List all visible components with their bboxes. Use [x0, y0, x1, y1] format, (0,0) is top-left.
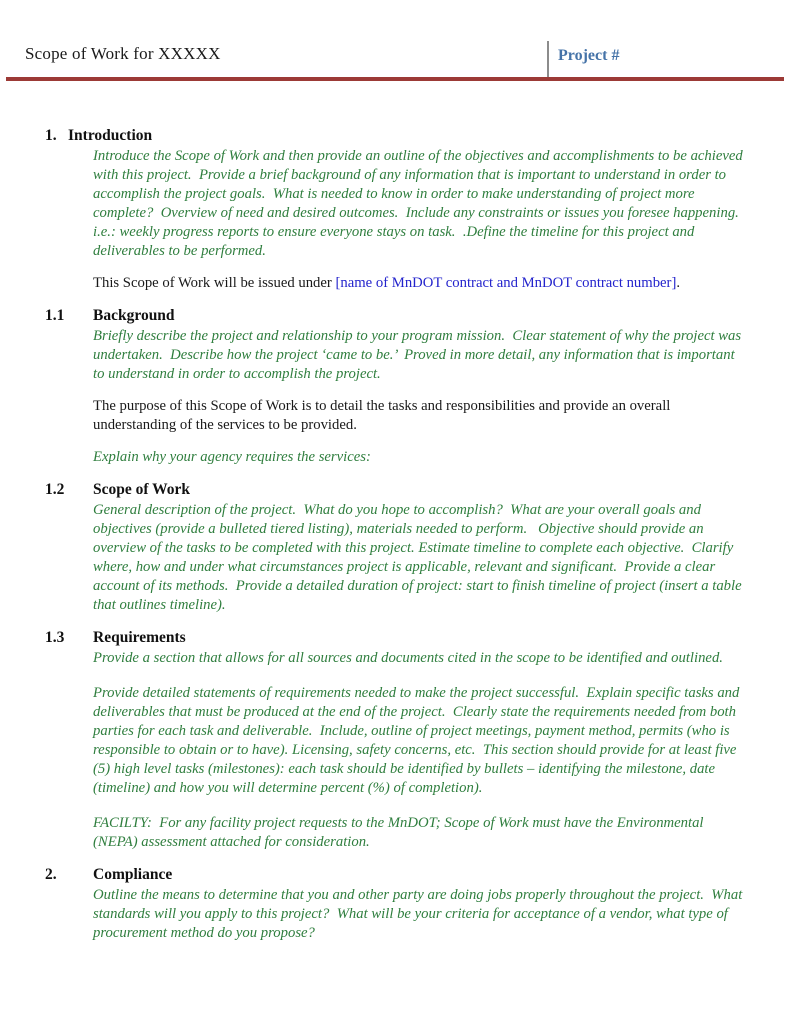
section-heading — [45, 306, 751, 325]
issued-under-suffix: . — [676, 275, 681, 291]
section-compliance — [45, 865, 751, 943]
section-title: Scope of Work — [93, 481, 191, 498]
section-introduction — [45, 126, 751, 293]
section-heading — [45, 126, 751, 145]
details-paragraph: Provide detailed statements of requirements needed to make the project successful. Explain specific tasks and deliverables that must be produced at the end of the project. Clearly state the requirements needed from both parties for each task and deliverable. Include, outline of project meetings, payment method, permits (who is responsible to obtain or to have). Licensing, safety concerns, etc. This section should provide for at least five (5) high level tasks (milestones): each task should be identified by bullets – identifying the milestone, date (timeline) and how you will determine percent (%) of completion). — [93, 685, 744, 796]
section-heading — [45, 480, 751, 499]
project-number-label: Project # — [558, 47, 620, 64]
issued-under-paragraph — [93, 274, 748, 293]
document-title: Scope of Work for XXXXX — [25, 44, 221, 63]
contract-placeholder: [name of MnDOT contract and MnDOT contract number] — [335, 275, 677, 291]
section-scope-of-work — [45, 480, 751, 615]
section-number: 1. — [45, 127, 57, 144]
section-number: 2. — [45, 866, 57, 883]
explain-line: Explain why your agency requires the services: — [93, 449, 371, 465]
instruction-paragraph: General description of the project. What do you hope to accomplish? What are your overall goals and objectives (provide a bulleted tiered listing), materials needed to perform. Objective should provide an overview of the tasks to be completed with this project. Estimate timeline to complete each objective. Clarify where, how and under what circumstances project is applicable, relevant and significant. Provide a clear account of its methods. Provide a detailed duration of project: start to finish timeline of project (insert a table that outlines timeline). — [93, 502, 746, 613]
section-number: 1.1 — [45, 307, 65, 324]
section-title: Background — [93, 307, 175, 324]
instruction-paragraph: Outline the means to determine that you and other party are doing jobs properly throughout the project. What standards will you apply to this project? What will be your criteria for acceptance of a vendor, what type of procurement method do you propose? — [93, 887, 746, 941]
section-requirements — [45, 628, 751, 852]
section-heading — [45, 628, 751, 647]
instruction-paragraph: Briefly describe the project and relationship to your program mission. Clear statement of why the project was undertaken. Describe how the project ‘came to be.’ Proved in more detail, any information that is important to understand in order to accomplish the project. — [93, 328, 745, 382]
header-divider — [547, 41, 549, 80]
section-background — [45, 306, 751, 467]
header-rule — [6, 77, 784, 81]
instruction-paragraph: Introduce the Scope of Work and then provide an outline of the objectives and accomplishments to be achieved with this project. Provide a brief background of any information that is important to understand in order to accomplish the project goals. What is needed to know in order to make understanding of project more complete? Overview of need and desired outcomes. Include any constraints or issues you foresee happening. i.e.: weekly progress reports to ensure everyone stays on task. .Define the timeline for this project and deliverables to be performed. — [93, 148, 747, 259]
instruction-paragraph: Provide a section that allows for all sources and documents cited in the scope to be identified and outlined. — [93, 650, 723, 666]
document-body — [45, 126, 751, 956]
section-number: 1.2 — [45, 481, 65, 498]
issued-under-prefix: This Scope of Work will be issued under — [93, 275, 336, 291]
section-number: 1.3 — [45, 629, 65, 646]
purpose-paragraph: The purpose of this Scope of Work is to detail the tasks and responsibilities and provide an overall understanding of the services to be provided. — [93, 398, 675, 433]
section-title: Requirements — [93, 629, 186, 646]
section-title: Introduction — [68, 127, 153, 144]
section-heading — [45, 865, 751, 884]
facility-paragraph: FACILTY: For any facility project requests to the MnDOT; Scope of Work must have the Environmental (NEPA) assessment attached for consideration. — [93, 815, 708, 850]
section-title: Compliance — [93, 866, 173, 883]
